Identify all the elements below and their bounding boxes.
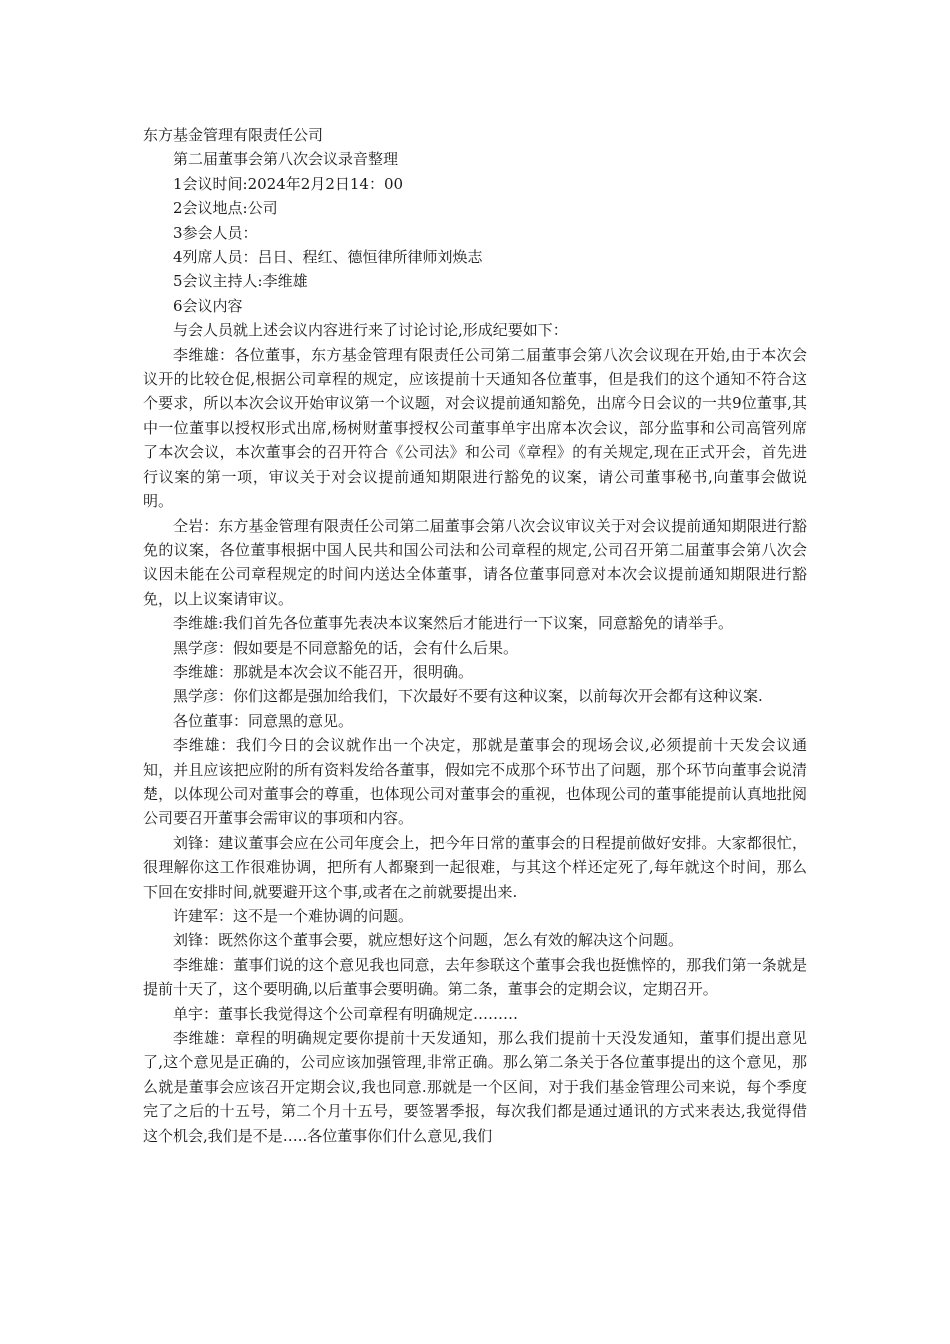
- paragraph: 仝岩：东方基金管理有限责任公司第二届董事会第八次会议审议关于对会议提前通知期限进行豁免的议案，各位董事根据中国人民共和国公司法和公司章程的规定,公司召开第二届董事会第八次会议因未能在公司章程规定的时间内送达全体董事，请各位董事同意对本次会议提前通知期限进行豁免，以上议案请审议。: [143, 516, 807, 608]
- paragraph: 李维雄：各位董事，东方基金管理有限责任公司第二届董事会第八次会议现在开始,由于本次会议开的比较仓促,根据公司章程的规定，应该提前十天通知各位董事，但是我们的这个通知不符合这个要求，所以本次会议开始审议第一个议题，对会议提前通知豁免，出席今日会议的一共9位董事,其中一位董事以授权形式出席,杨树财董事授权公司董事单宇出席本次会议，部分监事和公司高管列席了本次会议，本次董事会的召开符合《公司法》和公司《章程》的有关规定,现在正式开会，首先进行议案的第一项，审议关于对会议提前通知期限进行豁免的议案，请公司董事秘书,向董事会做说明。: [143, 345, 807, 511]
- paragraph: 李维雄:我们首先各位董事先表决本议案然后才能进行一下议案，同意豁免的请举手。: [173, 614, 734, 633]
- paragraph: 黑学彦：假如要是不同意豁免的话，会有什么后果。: [173, 638, 519, 657]
- paragraph: 李维雄：董事们说的这个意见我也同意，去年参联这个董事会我也挺憔悴的，那我们第一条就是提前十天了，这个要明确,以后董事会要明确。第二条，董事会的定期会议，定期召开。: [143, 955, 807, 999]
- paragraph: 各位董事：同意黑的意见。: [173, 711, 354, 730]
- meeting-content-heading: 6会议内容: [173, 296, 243, 315]
- attendees: 3参会人员：: [173, 223, 258, 242]
- paragraph: 李维雄：那就是本次会议不能召开，很明确。: [173, 662, 474, 681]
- paragraph: 黑学彦：你们这都是强加给我们，下次最好不要有这种议案，以前每次开会都有这种议案.: [173, 687, 763, 706]
- company-name: 东方基金管理有限责任公司: [143, 126, 324, 144]
- paragraph: 许建军：这不是一个难协调的问题。: [173, 907, 414, 925]
- paragraph: 单宇：董事长我觉得这个公司章程有明确规定………: [173, 1004, 519, 1023]
- document-title: 第二届董事会第八次会议录音整理: [173, 150, 399, 169]
- paragraph: 与会人员就上述会议内容进行来了讨论讨论,形成纪要如下：: [173, 321, 568, 340]
- document-body: [143, 123, 807, 1148]
- paragraph: 李维雄：章程的明确规定要你提前十天发通知，那么我们提前十天没发通知，董事们提出意见了,这个意见是正确的，公司应该加强管理,非常正确。那么第二条关于各位董事提出的这个意见，那么就是董事会应该召开定期会议,我也同意.那就是一个区间，对于我们基金管理公司来说，每个季度完了之后的十五号，第二个月十五号，要签署季报，每次我们都是通过通讯的方式来表达,我觉得借这个机会,我们是不是…..各位董事你们什么意见,我们: [143, 1029, 807, 1145]
- meeting-time: 1会议时间:2024年2月2日14：00: [173, 174, 404, 193]
- meeting-host: 5会议主持人:李维雄: [173, 272, 308, 291]
- meeting-location: 2会议地点:公司: [173, 199, 278, 218]
- paragraph: 李维雄：我们今日的会议就作出一个决定，那就是董事会的现场会议,必须提前十天发会议通知，并且应该把应附的所有资料发给各董事，假如完不成那个环节出了问题，那个环节向董事会说清楚，以体现公司对董事会的尊重，也体现公司对董事会的重视，也体现公司的董事能提前认真地批阅公司要召开董事会需审议的事项和内容。: [143, 736, 807, 828]
- observers: 4列席人员：吕日、程红、德恒律所律师刘焕志: [173, 248, 483, 267]
- paragraph: 刘锋：建议董事会应在公司年度会上，把今年日常的董事会的日程提前做好安排。大家都很忙，很理解你这工作很难协调，把所有人都聚到一起很难，与其这个样还定死了,每年就这个时间，那么下回在安排时间,就要避开这个事,或者在之前就要提出来.: [143, 833, 807, 901]
- paragraph: 刘锋：既然你这个董事会要，就应想好这个问题，怎么有效的解决这个问题。: [173, 931, 684, 950]
